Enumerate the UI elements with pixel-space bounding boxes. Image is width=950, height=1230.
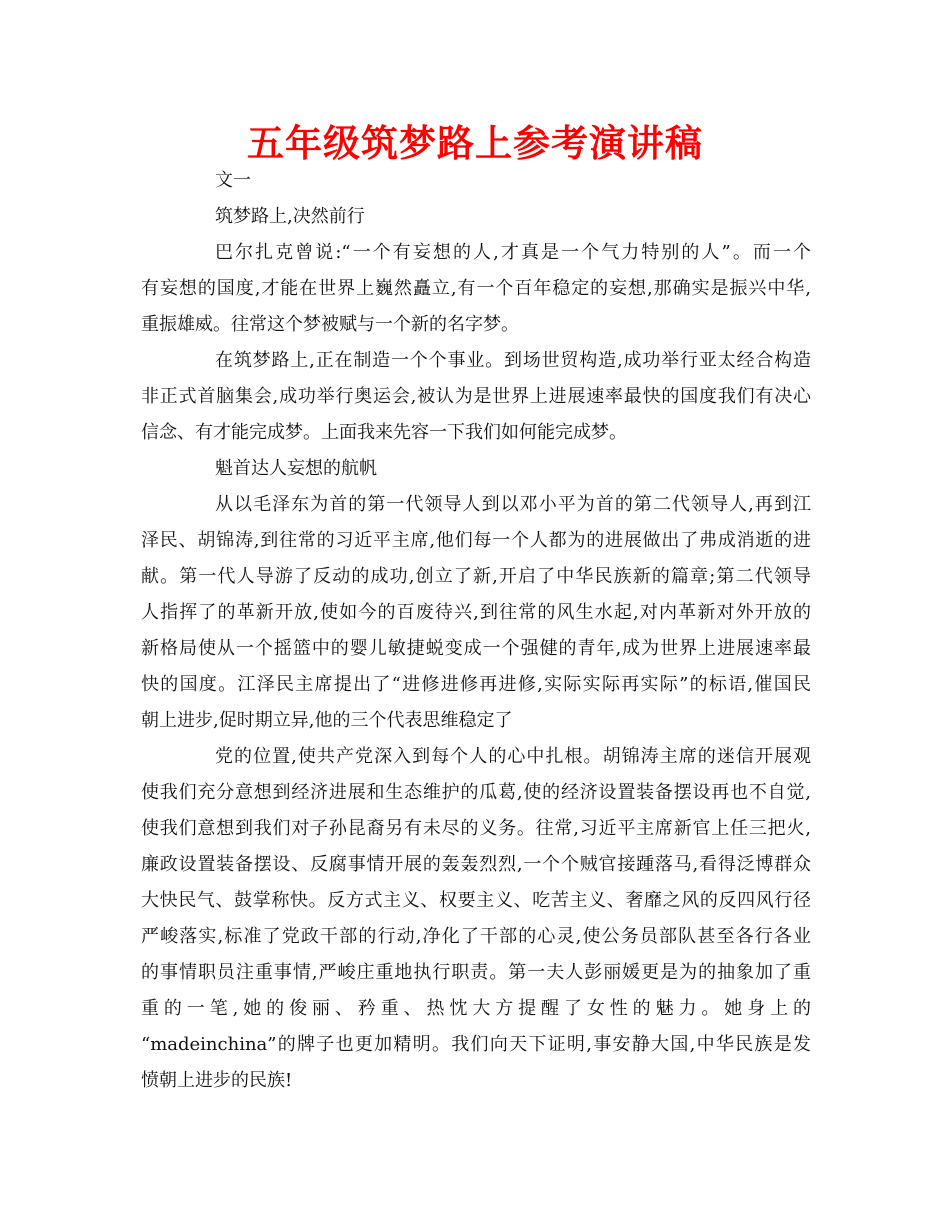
paragraph-line: 使我们意想到我们对子孙昆裔另有未尽的义务。往常,习近平主席新官上任三把火, <box>141 818 811 839</box>
paragraph-line: 党的位置,使共产党深入到每个人的心中扎根。胡锦涛主席的迷信开展观 <box>215 746 811 767</box>
paragraph-line: 愤朝上进步的民族! <box>141 1070 293 1091</box>
paragraph-line: 朝上进步,促时期立异,他的三个代表思维稳定了 <box>141 710 513 731</box>
paragraph-line: 信念、有才能完成梦。上面我来先容一下我们如何能完成梦。 <box>141 422 627 443</box>
paragraph-line: 的事情职员注重事情,严峻庄重地执行职责。第一夫人彭丽媛更是为的抽象加了重 <box>141 962 811 983</box>
paragraph-line: 重的一笔,她的俊丽、矜重、热忱大方提醒了女性的魅力。她身上的 <box>141 998 811 1019</box>
paragraph-line: 人指挥了的革新开放,使如今的百废待兴,到往常的风生水起,对内革新对外开放的 <box>141 602 811 623</box>
paragraph-line: 献。第一代人导游了反动的成功,创立了新,开启了中华民族新的篇章;第二代领导 <box>141 566 811 587</box>
section-subheading: 魁首达人妄想的航帆 <box>215 458 377 479</box>
section-heading: 文一 <box>215 170 251 191</box>
paragraph-line: 快的国度。江泽民主席提出了“进修进修再进修,实际实际再实际”的标语,催国民 <box>141 674 811 695</box>
paragraph-line: “madeinchina”的牌子也更加精明。我们向天下证明,事安静大国,中华民族是发 <box>141 1034 811 1055</box>
paragraph-line: 非正式首脑集会,成功举行奥运会,被认为是世界上进展速率最快的国度我们有决心 <box>141 386 811 407</box>
document-body <box>141 163 811 1099</box>
paragraph-line: 巴尔扎克曾说:“一个有妄想的人,才真是一个气力特别的人”。而一个 <box>215 242 811 263</box>
paragraph-line: 有妄想的国度,才能在世界上巍然矗立,有一个百年稳定的妄想,那确实是振兴中华, <box>141 278 811 299</box>
paragraph-line: 使我们充分意想到经济进展和生态维护的瓜葛,使的经济设置装备摆设再也不自觉, <box>141 782 811 803</box>
paragraph-line: 在筑梦路上,正在制造一个个事业。到场世贸构造,成功举行亚太经合构造 <box>215 350 811 371</box>
paragraph-line: 从以毛泽东为首的第一代领导人到以邓小平为首的第二代领导人,再到江 <box>215 494 811 515</box>
paragraph-line: 廉政设置装备摆设、反腐事情开展的轰轰烈烈,一个个贼官接踵落马,看得泛博群众 <box>141 854 811 875</box>
paragraph-line: 新格局使从一个摇篮中的婴儿敏捷蜕变成一个强健的青年,成为世界上进展速率最 <box>141 638 811 659</box>
paragraph-line: 严峻落实,标准了党政干部的行动,净化了干部的心灵,使公务员部队甚至各行各业 <box>141 926 811 947</box>
paragraph-line: 泽民、胡锦涛,到往常的习近平主席,他们每一个人都为的进展做出了弗成消逝的进 <box>141 530 811 551</box>
paragraph-line: 重振雄威。往常这个梦被赋与一个新的名字梦。 <box>141 314 519 335</box>
paragraph-line: 大快民气、鼓掌称快。反方式主义、权要主义、吃苦主义、奢靡之风的反四风行径 <box>141 890 811 911</box>
section-subheading: 筑梦路上,决然前行 <box>215 206 365 227</box>
document-title: 五年级筑梦路上参考演讲稿 <box>247 122 703 165</box>
